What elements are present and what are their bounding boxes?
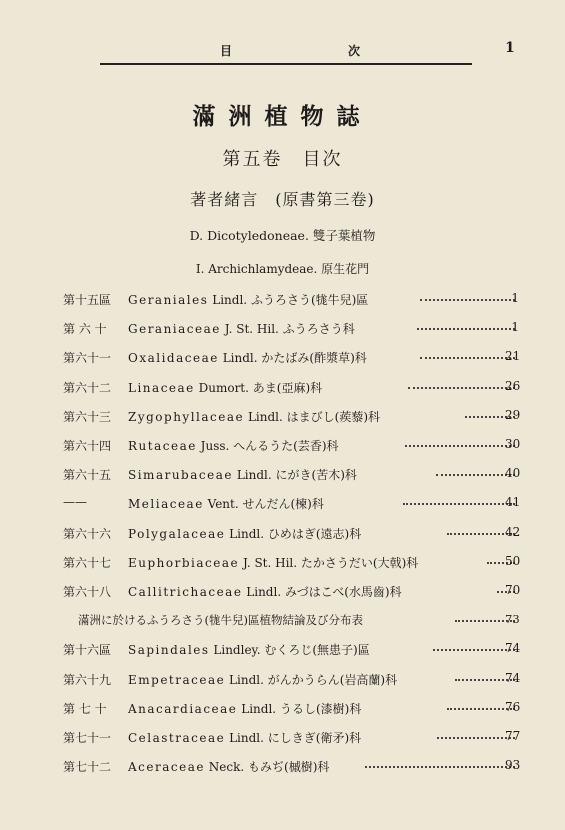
toc-order-number: 第六十五 xyxy=(63,468,112,483)
toc-page-number: 73 xyxy=(505,612,520,627)
toc-latin-name: Euphorbiaceae xyxy=(128,555,240,570)
toc-taxon-name xyxy=(128,758,329,775)
toc-page-number: 74 xyxy=(505,670,521,685)
toc-latin-name: Zygophyllaceae xyxy=(128,409,245,424)
toc-japanese-name: がんかうらん(岩高蘭)科 xyxy=(267,672,398,687)
toc-order-number: 第六十八 xyxy=(63,585,112,599)
toc-taxon-name xyxy=(128,320,355,337)
toc-author: Lindl. xyxy=(229,731,264,745)
toc-page-number: 41 xyxy=(505,495,521,510)
toc-leader-dots xyxy=(437,737,515,739)
toc-taxon-name xyxy=(128,641,370,658)
toc-order-number: 第七十二 xyxy=(63,760,112,775)
toc-page-number: 50 xyxy=(505,553,521,568)
toc-row xyxy=(0,492,565,514)
toc-author: Lindl. xyxy=(212,293,248,307)
toc-japanese-name: へんるうた(芸香)科 xyxy=(233,439,339,453)
toc-summary-row xyxy=(0,609,565,631)
toc-author: J. St. Hil. xyxy=(224,322,279,337)
toc-page-number: 74 xyxy=(505,641,521,656)
toc-japanese-name: みづはこべ(水馬齒)科 xyxy=(284,585,402,599)
toc-author: Juss. xyxy=(200,439,230,453)
toc-latin-name: Meliaceae xyxy=(128,497,204,512)
toc-latin-name: Celastraceae xyxy=(128,731,226,745)
toc-page-number: 40 xyxy=(505,466,521,481)
toc-page-number: 77 xyxy=(505,729,521,743)
toc-page-number: 1 xyxy=(511,291,519,305)
preface-heading: 著者緒言 (原書第三卷) xyxy=(190,190,375,209)
toc-japanese-name: あま(亞麻)科 xyxy=(252,380,323,395)
toc-row xyxy=(0,638,565,660)
toc-japanese-name: ふうろさう科 xyxy=(282,322,355,337)
toc-row xyxy=(0,346,565,368)
toc-japanese-name: かたばみ(酢漿草)科 xyxy=(261,351,367,366)
toc-row xyxy=(0,317,565,339)
running-head-left: 目 xyxy=(220,44,233,58)
toc-japanese-name: うるし(漆樹)科 xyxy=(279,701,362,716)
toc-order-number: 第六十九 xyxy=(63,672,112,687)
toc-order-number: 第 六 十 xyxy=(63,322,107,337)
toc-page-number: 30 xyxy=(505,437,521,451)
book-title: 滿洲植物誌 xyxy=(192,103,373,130)
toc-taxon-name xyxy=(128,583,402,600)
toc-author: Lindley. xyxy=(213,643,261,658)
volume-title: 第五卷 目次 xyxy=(222,149,343,170)
toc-taxon-name xyxy=(128,525,361,542)
toc-leader-dots xyxy=(436,474,515,476)
toc-order-number: 第六十四 xyxy=(63,439,112,453)
toc-leader-dots xyxy=(433,649,515,651)
toc-row xyxy=(0,697,565,719)
toc-japanese-name: せんだん(楝)科 xyxy=(242,497,324,512)
toc-leader-dots xyxy=(420,299,515,301)
toc-taxon-name xyxy=(128,466,357,483)
toc-order-number: 第六十七 xyxy=(63,555,112,570)
toc-page-number: 42 xyxy=(505,524,521,539)
toc-author: Lindl. xyxy=(241,701,277,716)
toc-latin-name: Polygalaceae xyxy=(128,526,226,541)
toc-author: Vent. xyxy=(207,497,239,512)
toc-row xyxy=(0,288,565,310)
toc-latin-name: Sapindales xyxy=(128,643,210,658)
toc-japanese-name: ふうろさう(牻牛兒)區 xyxy=(250,293,369,307)
toc-row xyxy=(0,668,565,690)
subclass-heading: I. Archichlamydeae. 原生花門 xyxy=(195,262,370,276)
toc-latin-name: Callitrichaceae xyxy=(128,585,243,599)
toc-latin-name: Oxalidaceae xyxy=(128,351,219,366)
toc-author: J. St. Hil. xyxy=(242,555,298,570)
toc-author: Lindl. xyxy=(229,672,264,687)
toc-row xyxy=(0,551,565,573)
toc-latin-name: Aceraceae xyxy=(128,760,205,775)
toc-order-number: 第六十二 xyxy=(63,380,112,395)
toc-taxon-name xyxy=(128,495,324,512)
toc-row xyxy=(0,376,565,398)
toc-leader-dots xyxy=(417,328,515,330)
toc-row xyxy=(0,434,565,456)
toc-order-number: 第六十一 xyxy=(63,351,112,366)
toc-order-number: 第十五區 xyxy=(63,293,112,307)
toc-page-number: 26 xyxy=(505,378,521,393)
toc-taxon-name xyxy=(128,291,368,308)
toc-latin-name: Rutaceae xyxy=(128,439,197,453)
toc-order-number: 第 七 十 xyxy=(63,701,107,716)
division-heading: D. Dicotyledoneae. 雙子葉植物 xyxy=(189,228,376,243)
toc-japanese-name: にがき(苦木)科 xyxy=(275,468,357,483)
toc-author: Lindl. xyxy=(246,585,282,599)
toc-taxon-name xyxy=(128,554,418,571)
toc-japanese-name: ひめはぎ(遠志)科 xyxy=(267,526,362,541)
toc-taxon-name xyxy=(128,379,322,396)
toc-leader-dots xyxy=(365,766,515,768)
toc-japanese-name: にしきぎ(衛矛)科 xyxy=(267,731,362,745)
toc-japanese-name: はまびし(蒺藜)科 xyxy=(286,409,381,424)
toc-latin-name: Anacardiaceae xyxy=(128,701,238,716)
toc-latin-name: Geraniaceae xyxy=(128,322,221,337)
toc-page-number: 70 xyxy=(505,583,521,597)
toc-order-number: 第十六區 xyxy=(63,643,112,658)
running-head-right: 次 xyxy=(348,44,361,58)
toc-summary-text: 滿洲に於けるふうろさう(牻牛兒)區植物結論及び分布表 xyxy=(78,613,363,628)
toc-page-number: 29 xyxy=(505,407,521,422)
toc-taxon-name xyxy=(128,437,339,454)
toc-author: Lindl. xyxy=(222,351,258,366)
toc-author: Lindl. xyxy=(247,409,283,424)
page-number: 1 xyxy=(505,40,515,56)
toc-page-number: 93 xyxy=(505,758,521,773)
toc-japanese-name: もみぢ(槭樹)科 xyxy=(248,760,330,775)
toc-japanese-name: たかさうだい(大戟)科 xyxy=(300,555,419,570)
toc-row xyxy=(0,580,565,602)
toc-author: Dumort. xyxy=(198,380,249,395)
toc-page-number: 1 xyxy=(511,320,519,335)
toc-latin-name: Simarubaceae xyxy=(128,468,233,483)
toc-row xyxy=(0,405,565,427)
toc-leader-dots xyxy=(403,503,515,505)
toc-taxon-name xyxy=(128,408,380,425)
toc-leader-dots xyxy=(408,387,515,389)
toc-taxon-name xyxy=(128,349,367,366)
toc-author: Lindl. xyxy=(236,468,272,483)
toc-taxon-name xyxy=(128,671,397,688)
toc-page-number: 76 xyxy=(505,699,521,714)
toc-author: Lindl. xyxy=(229,526,265,541)
toc-row xyxy=(0,755,565,777)
toc-taxon-name xyxy=(128,729,361,746)
running-head xyxy=(100,38,517,60)
toc-author: Neck. xyxy=(208,760,245,775)
toc-japanese-name: むくろじ(無患子)區 xyxy=(264,643,370,658)
toc-order-number: —— xyxy=(63,495,87,510)
toc-order-number: 第六十六 xyxy=(63,526,112,541)
toc-row xyxy=(0,726,565,748)
toc-latin-name: Empetraceae xyxy=(128,672,226,687)
toc-latin-name: Geraniales xyxy=(128,293,209,307)
toc-taxon-name xyxy=(128,700,361,717)
toc-row xyxy=(0,463,565,485)
toc-page-number: 21 xyxy=(505,349,521,364)
toc-row xyxy=(0,522,565,544)
toc-order-number: 第七十一 xyxy=(63,731,112,745)
toc-order-number: 第六十三 xyxy=(63,409,112,424)
toc-latin-name: Linaceae xyxy=(128,380,195,395)
header-rule xyxy=(100,63,472,65)
toc-leader-dots xyxy=(405,445,515,447)
toc-leader-dots xyxy=(420,357,515,359)
